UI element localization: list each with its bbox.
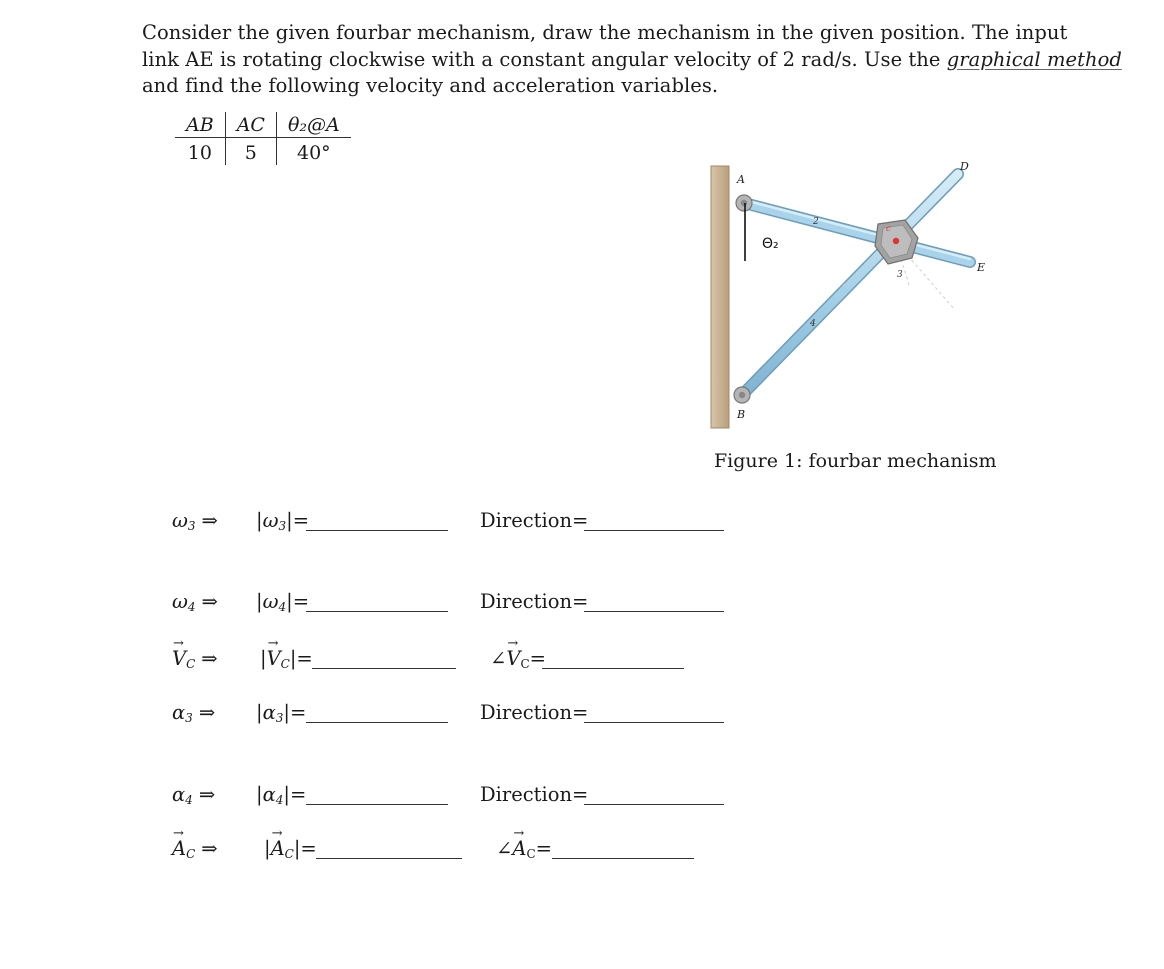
fourbar-mechanism-figure: [700, 150, 1000, 440]
alpha-4-magnitude-blank[interactable]: [306, 804, 448, 805]
vc-magnitude-blank[interactable]: [312, 668, 456, 669]
omega-3-direction-label: Direction=: [480, 509, 589, 532]
label-link-2: 2: [813, 217, 819, 227]
answer-row-ac: [0, 835, 1164, 865]
omega-3-magnitude-label: $|\omega_3|=$: [256, 509, 310, 533]
alpha-4-direction-label: Direction=: [480, 783, 589, 806]
ac-symbol: → $A_C$ ⇒: [172, 837, 218, 861]
answer-row-omega-3: [0, 507, 1164, 537]
vc-angle-blank[interactable]: [542, 668, 684, 669]
alpha-3-magnitude-blank[interactable]: [306, 722, 448, 723]
problem-line-2-text: link AE is rotating clockwise with a constant angular velocity of 2 rad/s. Use the: [142, 47, 947, 71]
answer-row-vc: [0, 645, 1164, 675]
omega-4-direction-blank[interactable]: [584, 611, 724, 612]
answer-row-alpha-3: [0, 699, 1164, 729]
graphical-method-emphasis: graphical method: [946, 47, 1122, 71]
label-a: A: [737, 173, 745, 186]
value-ab: 10: [187, 141, 212, 164]
ac-magnitude-label: |→ $A_C|=$: [264, 837, 317, 861]
alpha-3-direction-blank[interactable]: [584, 722, 724, 723]
header-theta: θ₂@A: [276, 112, 350, 138]
vc-symbol: → $V_C$ ⇒: [172, 647, 218, 671]
parameter-value-row: [175, 138, 351, 166]
label-d: D: [960, 160, 969, 173]
header-ac: AC: [225, 112, 276, 138]
alpha-3-direction-label: Direction=: [480, 701, 589, 724]
vc-magnitude-label: |→ $V_C|=$: [260, 647, 313, 671]
label-c: c: [886, 224, 891, 233]
slider-pin-c: [893, 238, 899, 244]
parameter-header-row: [175, 112, 351, 138]
omega-3-symbol: $\omega_3$ ⇒: [172, 509, 218, 533]
omega-3-magnitude-blank[interactable]: [306, 530, 448, 531]
label-theta-2: Θ₂: [762, 236, 779, 252]
ac-angle-blank[interactable]: [552, 858, 694, 859]
ac-angle-label: ∠→ $A_C=$: [496, 837, 552, 861]
answer-row-alpha-4: [0, 781, 1164, 811]
header-ab: AB: [175, 112, 225, 138]
alpha-3-magnitude-label: $|\alpha_3|=$: [256, 701, 307, 725]
value-theta: 40°: [276, 138, 350, 166]
omega-3-direction-blank[interactable]: [584, 530, 724, 531]
alpha-4-symbol: $\alpha_4$ ⇒: [172, 783, 216, 807]
label-b: B: [737, 408, 746, 421]
link-2-rod: [744, 200, 970, 262]
label-link-4: 4: [810, 319, 816, 329]
alpha-4-direction-blank[interactable]: [584, 804, 724, 805]
omega-4-symbol: $\omega_4$ ⇒: [172, 590, 218, 614]
problem-line-1: Consider the given fourbar mechanism, draw the mechanism in the given position. The input: [142, 21, 1068, 44]
value-ac: 5: [225, 138, 276, 166]
problem-statement: [142, 20, 1122, 100]
label-e: E: [977, 261, 986, 274]
label-link-3: 3: [897, 270, 903, 280]
alpha-4-magnitude-label: $|\alpha_4|=$: [256, 783, 307, 807]
ac-magnitude-blank[interactable]: [316, 858, 462, 859]
problem-line-3: and find the following velocity and acceleration variables.: [142, 74, 719, 97]
problem-line-2: [142, 47, 1122, 74]
omega-4-magnitude-label: $|\omega_4|=$: [256, 590, 310, 614]
answer-row-omega-4: [0, 588, 1164, 618]
omega-4-magnitude-blank[interactable]: [306, 611, 448, 612]
parameter-table: [175, 112, 351, 165]
vc-angle-label: ∠→ $V_C=$: [490, 647, 546, 671]
alpha-3-symbol: $\alpha_3$ ⇒: [172, 701, 216, 725]
omega-4-direction-label: Direction=: [480, 590, 589, 613]
ground-wall: [711, 166, 729, 428]
figure-caption: Figure 1: fourbar mechanism: [714, 450, 997, 472]
